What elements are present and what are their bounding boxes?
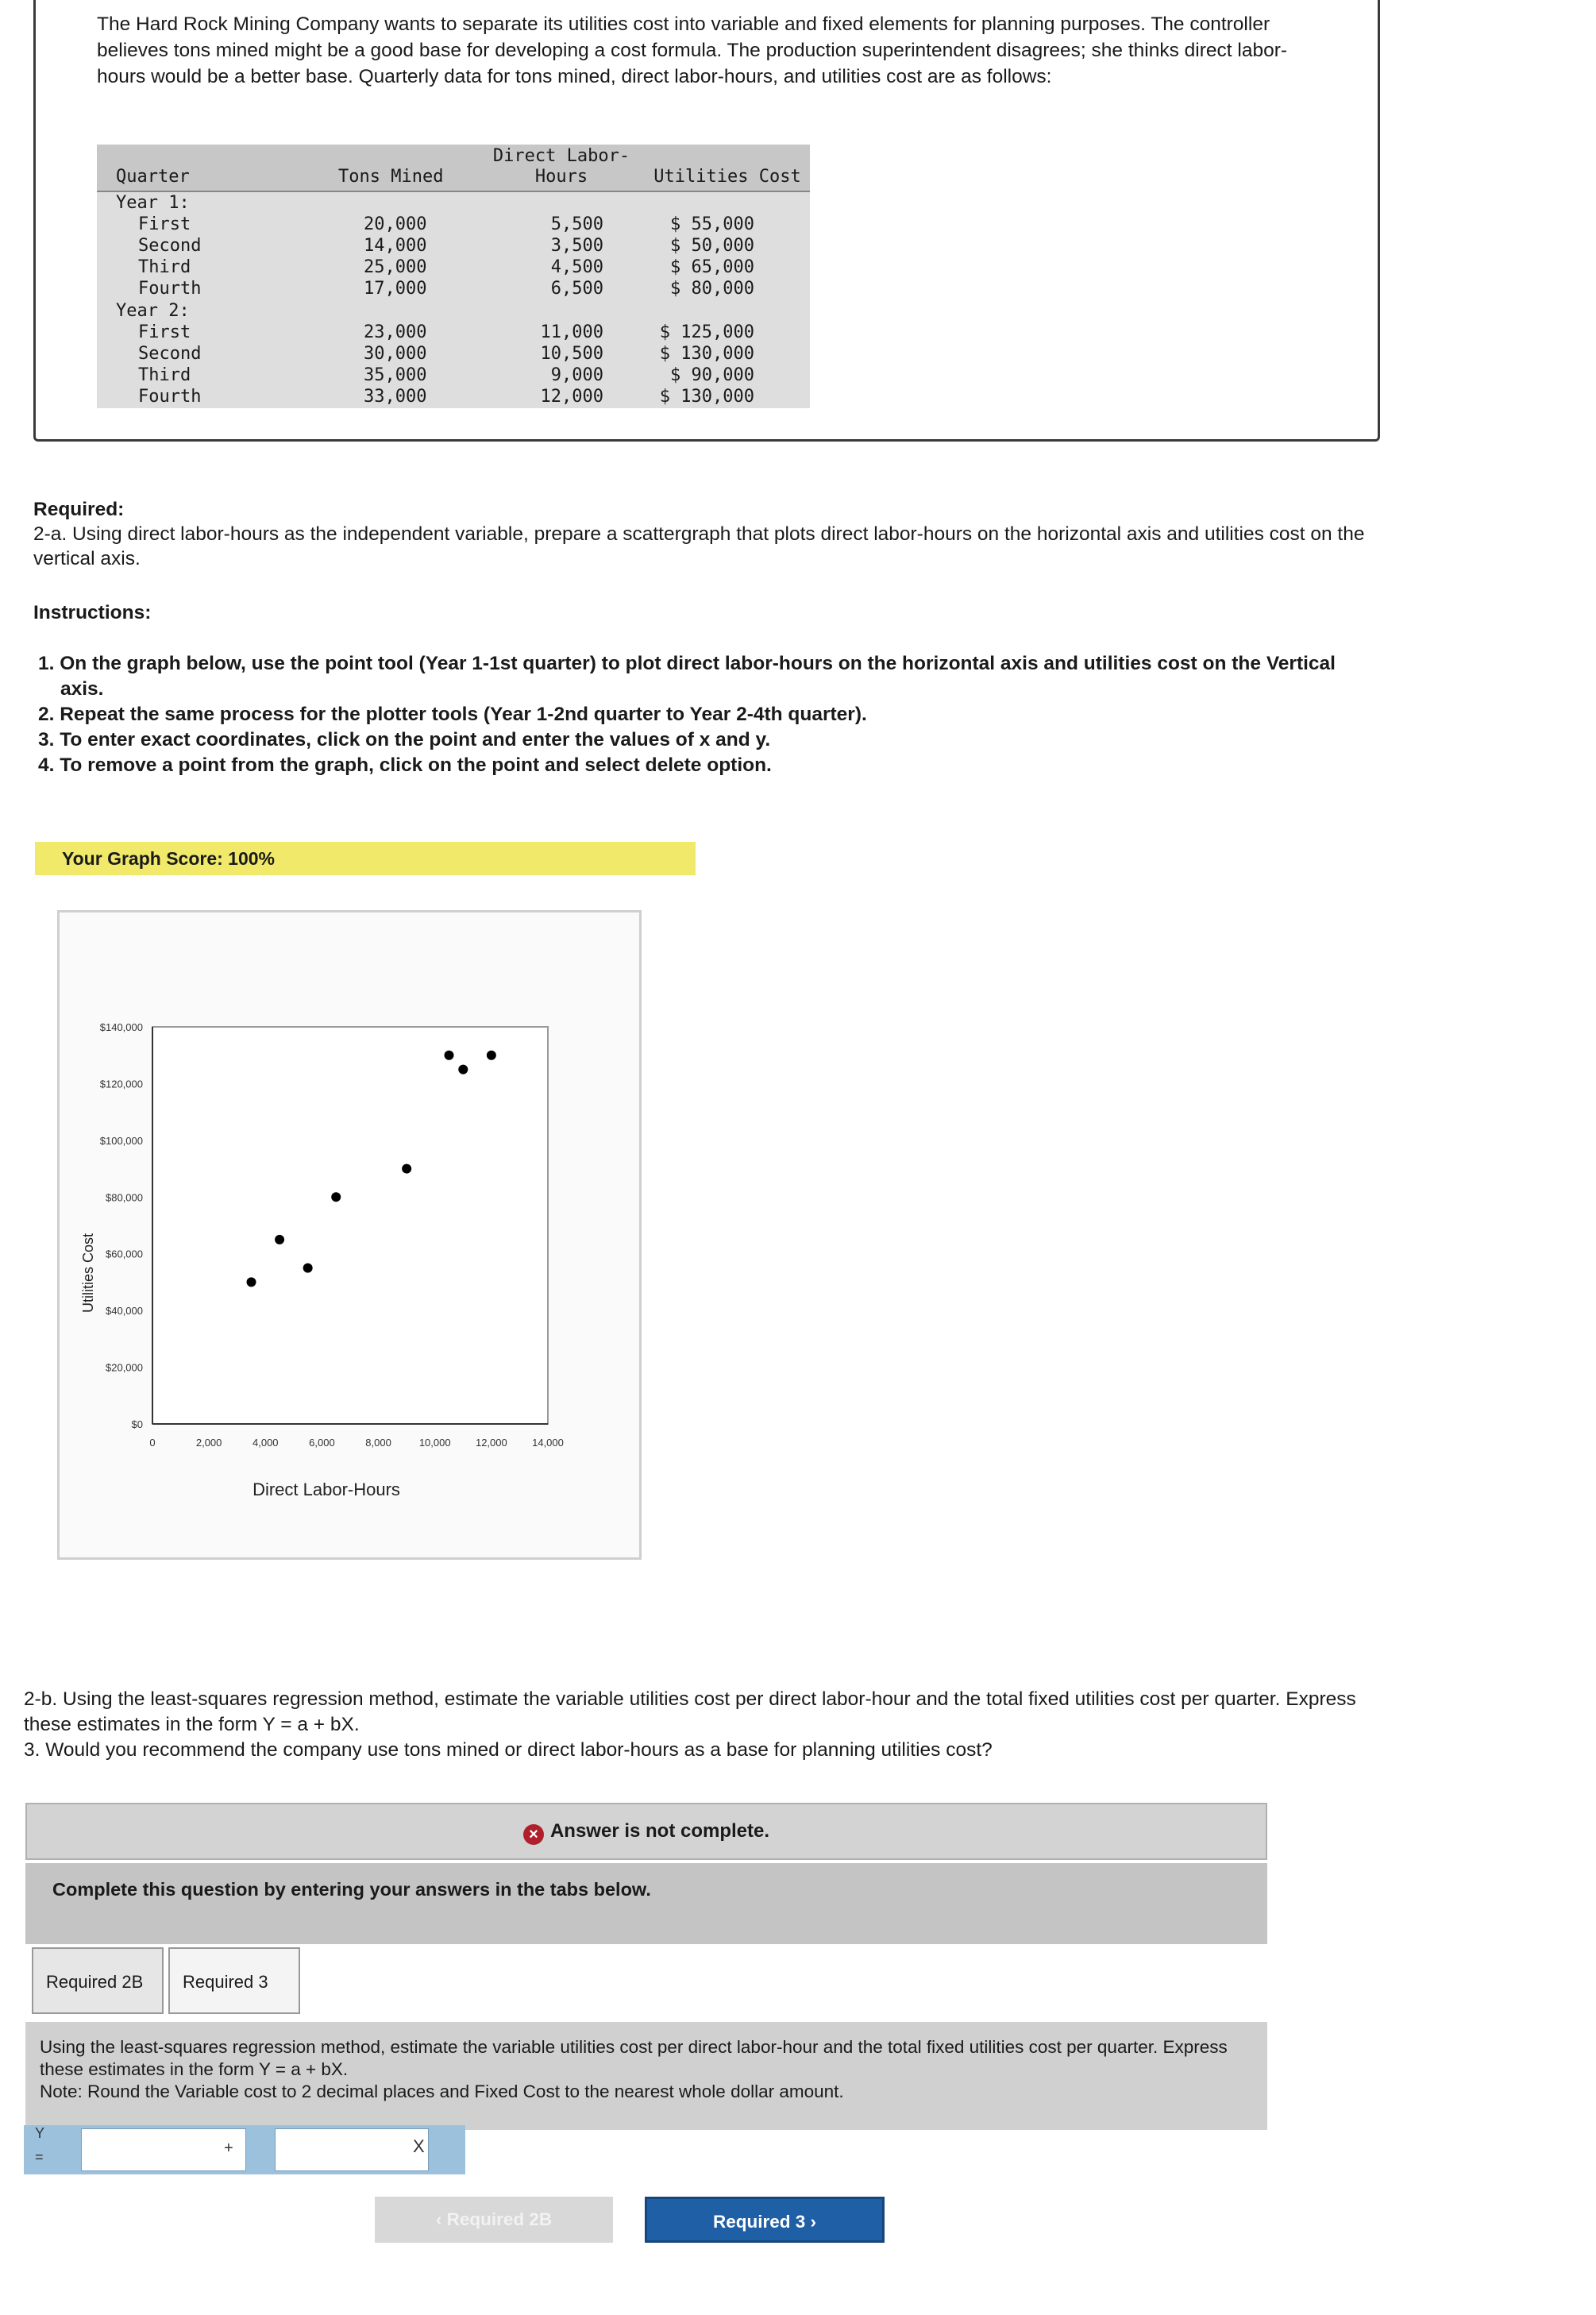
plus-sign: + — [224, 2139, 233, 2157]
cell-tons: 25,000 — [364, 257, 427, 277]
cell-tons: 17,000 — [364, 279, 427, 299]
required-text: 2-a. Using direct labor-hours as the independent variable, prepare a scattergraph that plots direct labor-hours on the horizontal axis and utilities cost on the vertical axis. — [33, 523, 1365, 569]
cell-cost: $ 55,000 — [670, 214, 754, 234]
instructions-list — [38, 651, 1372, 778]
cell-cost: $ 130,000 — [659, 344, 754, 364]
tab-content — [25, 2022, 1267, 2130]
cell-dlh: 4,500 — [550, 257, 603, 277]
data-point[interactable] — [331, 1192, 341, 1202]
y-tick-label: $100,000 — [99, 1134, 143, 1147]
table-row — [97, 322, 810, 343]
year1-label: Year 1: — [116, 193, 190, 213]
question-3: 3. Would you recommend the company use tons mined or direct labor-hours as a base for planning utilities cost? — [24, 1739, 993, 1761]
y-tick-label: $0 — [131, 1418, 143, 1430]
cell-tons: 33,000 — [364, 387, 427, 407]
table-header — [97, 145, 810, 192]
cell-cost: $ 50,000 — [670, 236, 754, 256]
prev-tab-button[interactable]: ‹ Required 2B — [375, 2197, 613, 2243]
y-label: Y — [35, 2125, 45, 2141]
cell-dlh: 11,000 — [540, 322, 603, 342]
year2-label-row — [97, 300, 810, 322]
answer-status-text: Answer is not complete. — [549, 1820, 770, 1842]
x-tick-label: 4,000 — [253, 1437, 279, 1449]
cell-cost: $ 125,000 — [659, 322, 754, 342]
y-tick-label: $120,000 — [99, 1078, 143, 1090]
y-tick-label: $20,000 — [106, 1361, 143, 1374]
data-point[interactable] — [487, 1051, 496, 1060]
data-point[interactable] — [275, 1235, 284, 1244]
cell-q: Fourth — [138, 279, 202, 299]
x-tick-label: 12,000 — [475, 1437, 507, 1449]
y-tick-label: $60,000 — [106, 1248, 143, 1260]
cell-tons: 30,000 — [364, 344, 427, 364]
y-axis-label: Utilities Cost — [80, 1233, 96, 1314]
cell-tons: 20,000 — [364, 214, 427, 234]
tab-question-text: Using the least-squares regression method, estimate the variable utilities cost per direct labor-hour and the total fixed utilities cost per quarter. Express these estimates in the form Y = a + bX. — [40, 2037, 1228, 2079]
cell-q: First — [138, 214, 191, 234]
y-tick-label: $140,000 — [99, 1021, 143, 1033]
instruction-item: 1. On the graph below, use the point tool (Year 1-1st quarter) to plot direct labor-hours on the horizontal axis and utilities cost on the Vertical axis. — [38, 653, 1336, 700]
variable-cost-input[interactable] — [275, 2128, 429, 2171]
cell-q: Second — [138, 236, 202, 256]
header-utilities: Utilities Cost — [653, 167, 801, 187]
header-dlh-1: Direct Labor- — [492, 146, 630, 166]
x-tick-label: 14,000 — [532, 1437, 564, 1449]
x-tick-label: 8,000 — [365, 1437, 391, 1449]
answer-status-banner — [25, 1803, 1267, 1860]
required-title: Required: — [33, 499, 125, 520]
table-body — [97, 192, 810, 408]
data-point[interactable] — [458, 1065, 468, 1075]
x-axis-label: Direct Labor-Hours — [253, 1480, 400, 1499]
tab-required-2b[interactable]: Required 2B — [32, 1947, 164, 2014]
cell-cost: $ 90,000 — [670, 365, 754, 385]
table-row — [97, 343, 810, 365]
cell-dlh: 3,500 — [550, 236, 603, 256]
header-dlh-2: Hours — [534, 167, 588, 187]
cell-dlh: 10,500 — [540, 344, 603, 364]
header-tons: Tons Mined — [338, 167, 444, 187]
cell-dlh: 9,000 — [550, 365, 603, 385]
cell-q: First — [138, 322, 191, 342]
scatter-chart[interactable] — [60, 912, 639, 1557]
cell-q: Fourth — [138, 387, 202, 407]
header-quarter: Quarter — [116, 167, 190, 187]
data-table — [97, 145, 810, 408]
rounding-note: Note: Round the Variable cost to 2 decimal places and Fixed Cost to the nearest whole dollar amount. — [40, 2082, 844, 2101]
cell-tons: 23,000 — [364, 322, 427, 342]
year1-label-row — [97, 192, 810, 214]
y-tick-label: $40,000 — [106, 1305, 143, 1318]
cell-q: Third — [138, 257, 191, 277]
table-row — [97, 257, 810, 278]
table-row — [97, 386, 810, 407]
cell-cost: $ 80,000 — [670, 279, 754, 299]
equals-sign: = — [35, 2149, 44, 2165]
instruction-item: 2. Repeat the same process for the plotter tools (Year 1-2nd quarter to Year 2-4th quarter). — [38, 704, 867, 725]
cell-dlh: 6,500 — [550, 279, 603, 299]
next-tab-button[interactable]: Required 3 › — [645, 2197, 885, 2243]
cell-cost: $ 65,000 — [670, 257, 754, 277]
fixed-cost-input[interactable] — [81, 2128, 246, 2171]
graph-score: Your Graph Score: 100% — [35, 842, 696, 875]
required-section — [33, 497, 1367, 571]
question-2b-3 — [24, 1687, 1390, 1763]
table-row — [97, 278, 810, 299]
tab-required-3[interactable]: Required 3 — [168, 1947, 300, 2014]
complete-instructions: Complete this question by entering your answers in the tabs below. — [25, 1863, 1267, 1944]
plot-area — [152, 1027, 548, 1424]
y-tick-label: $80,000 — [106, 1191, 143, 1204]
data-point[interactable] — [303, 1264, 313, 1273]
instruction-item: 4. To remove a point from the graph, click on the point and select delete option. — [38, 754, 772, 776]
x-tick-label: 10,000 — [418, 1437, 451, 1449]
cell-tons: 14,000 — [364, 236, 427, 256]
instruction-item: 3. To enter exact coordinates, click on the point and enter the values of x and y. — [38, 729, 771, 750]
table-row — [97, 365, 810, 386]
table-row — [97, 214, 810, 235]
cell-q: Second — [138, 344, 202, 364]
table-row — [97, 235, 810, 257]
intro-paragraph: The Hard Rock Mining Company wants to separate its utilities cost into variable and fixed elements for planning purposes. The controller believes tons mined might be a good base for developing a cost formula. The production superintendent disagrees; she thinks direct labor-hours would be a better base. Quarterly data for tons mined, direct labor-hours, and utilities cost are as follows: — [97, 14, 1288, 87]
x-tick-label: 0 — [149, 1437, 156, 1449]
year2-label: Year 2: — [116, 301, 190, 321]
instructions-title: Instructions: — [33, 602, 152, 623]
cell-dlh: 12,000 — [540, 387, 603, 407]
cell-dlh: 5,500 — [550, 214, 603, 234]
data-point[interactable] — [247, 1277, 256, 1287]
x-label: X — [413, 2136, 425, 2156]
data-point[interactable] — [402, 1164, 411, 1174]
graph-panel[interactable] — [57, 910, 642, 1560]
cell-q: Third — [138, 365, 191, 385]
x-tick-label: 2,000 — [195, 1437, 222, 1449]
cell-cost: $ 130,000 — [659, 387, 754, 407]
cell-tons: 35,000 — [364, 365, 427, 385]
x-tick-label: 6,000 — [309, 1437, 335, 1449]
error-icon: × — [523, 1824, 544, 1845]
data-point[interactable] — [445, 1051, 454, 1060]
question-2b: 2-b. Using the least-squares regression method, estimate the variable utilities cost per direct labor-hour and the total fixed utilities cost per quarter. Express these estimates in the form Y = a + bX. — [24, 1688, 1356, 1735]
answer-row — [24, 2125, 465, 2174]
